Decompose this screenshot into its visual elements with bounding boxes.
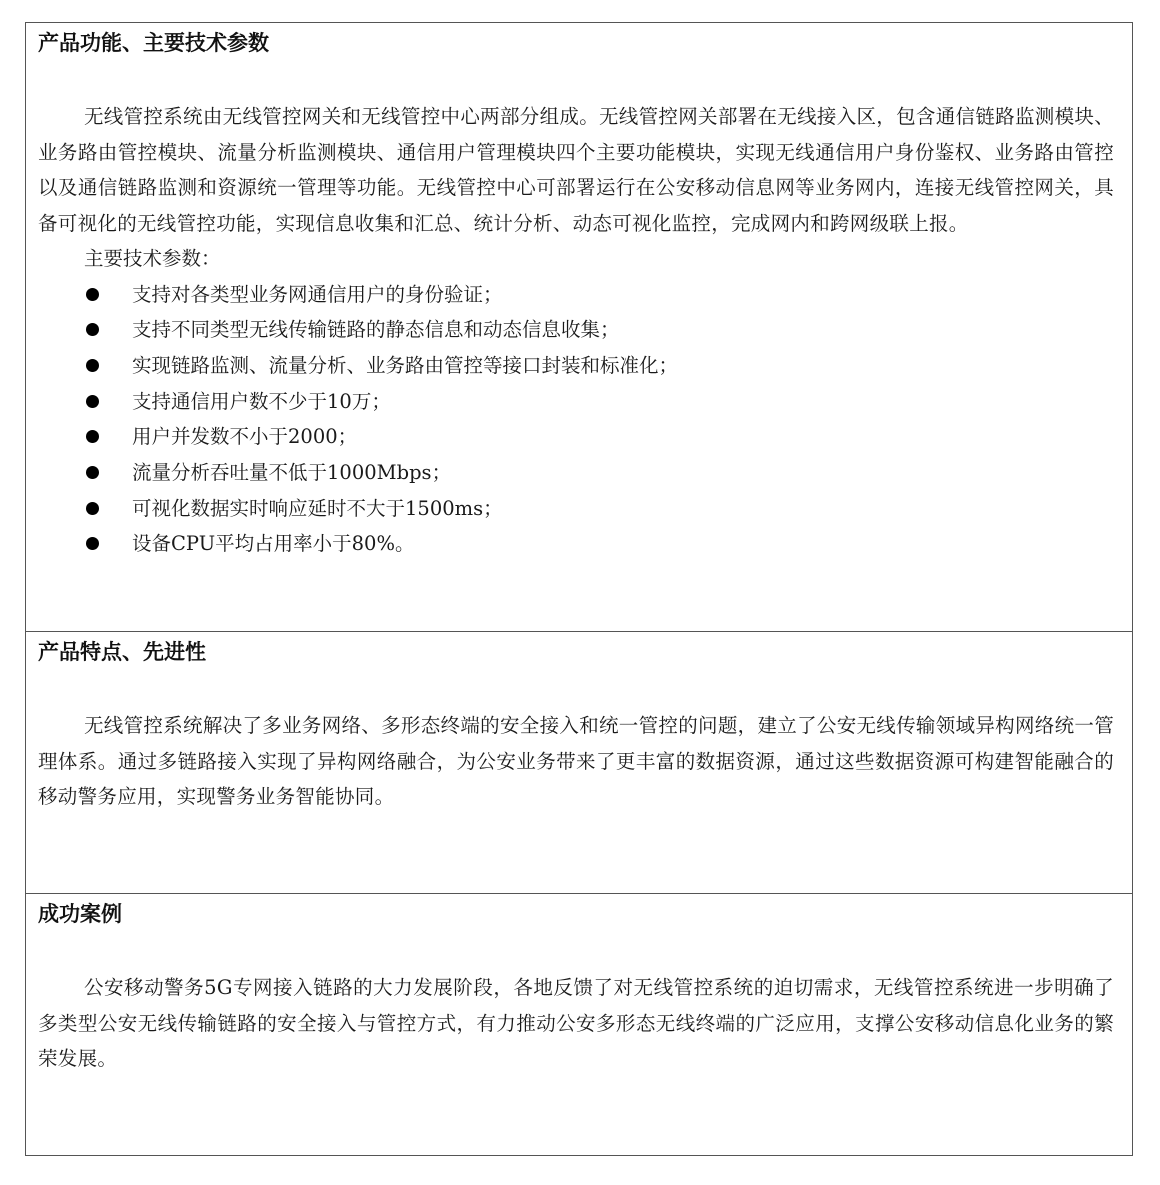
features-paragraph: 无线管控系统解决了多业务网络、多形态终端的安全接入和统一管控的问题，建立了公安无线传输领域异构网络统一管理体系。通过多链路接入实现了异构网络融合，为公安业务带来了更丰富的数据资源，通过这些数据资源可构建智能融合的移动警务应用，实现警务业务智能协同。 [38, 714, 1114, 808]
bullet-icon [86, 288, 99, 301]
bullet-icon [86, 430, 99, 443]
features-section-title: 产品特点、先进性 [38, 640, 206, 664]
bullet-icon [86, 395, 99, 408]
list-item [38, 419, 1114, 455]
param-text: 设备CPU平均占用率小于80%。 [132, 532, 415, 556]
list-item [38, 491, 1114, 527]
features-cell [26, 632, 1133, 894]
list-item [38, 384, 1114, 420]
list-item [38, 312, 1114, 348]
function-section-title: 产品功能、主要技术参数 [38, 31, 269, 55]
list-item [38, 348, 1114, 384]
param-text: 支持对各类型业务网通信用户的身份验证； [132, 282, 503, 306]
param-text: 实现链路监测、流量分析、业务路由管控等接口封装和标准化； [132, 353, 679, 377]
list-item [38, 455, 1114, 491]
param-text: 可视化数据实时响应延时不大于1500ms； [132, 496, 503, 520]
list-item [38, 526, 1114, 562]
params-list [38, 277, 1114, 563]
cases-section-title: 成功案例 [38, 902, 122, 926]
list-item [38, 277, 1114, 313]
cases-cell [26, 894, 1133, 1156]
product-info-table [25, 22, 1133, 1156]
param-text: 用户并发数不小于2000； [132, 425, 358, 449]
function-row [26, 23, 1133, 632]
cases-paragraph: 公安移动警务5G专网接入链路的大力发展阶段，各地反馈了对无线管控系统的迫切需求，无线管控系统进一步明确了多类型公安无线传输链路的安全接入与管控方式，有力推动公安多形态无线终端的广泛应用，支撑公安移动信息化业务的繁荣发展。 [38, 976, 1114, 1070]
param-text: 流量分析吞吐量不低于1000Mbps； [132, 461, 452, 485]
function-cell [26, 23, 1133, 632]
param-text: 支持不同类型无线传输链路的静态信息和动态信息收集； [132, 318, 620, 342]
bullet-icon [86, 323, 99, 336]
bullet-icon [86, 537, 99, 550]
params-label: 主要技术参数： [84, 247, 221, 270]
function-paragraph: 无线管控系统由无线管控网关和无线管控中心两部分组成。无线管控网关部署在无线接入区，包含通信链路监测模块、业务路由管控模块、流量分析监测模块、通信用户管理模块四个主要功能模块，实现无线通信用户身份鉴权、业务路由管控以及通信链路监测和资源统一管理等功能。无线管控中心可部署运行在公安移动信息网等业务网内，连接无线管控网关，具备可视化的无线管控功能，实现信息收集和汇总、统计分析、动态可视化监控，完成网内和跨网级联上报。 [38, 105, 1114, 235]
param-text: 支持通信用户数不少于10万； [132, 389, 391, 413]
cases-row [26, 894, 1133, 1156]
bullet-icon [86, 466, 99, 479]
features-row [26, 632, 1133, 894]
bullet-icon [86, 359, 99, 372]
bullet-icon [86, 502, 99, 515]
